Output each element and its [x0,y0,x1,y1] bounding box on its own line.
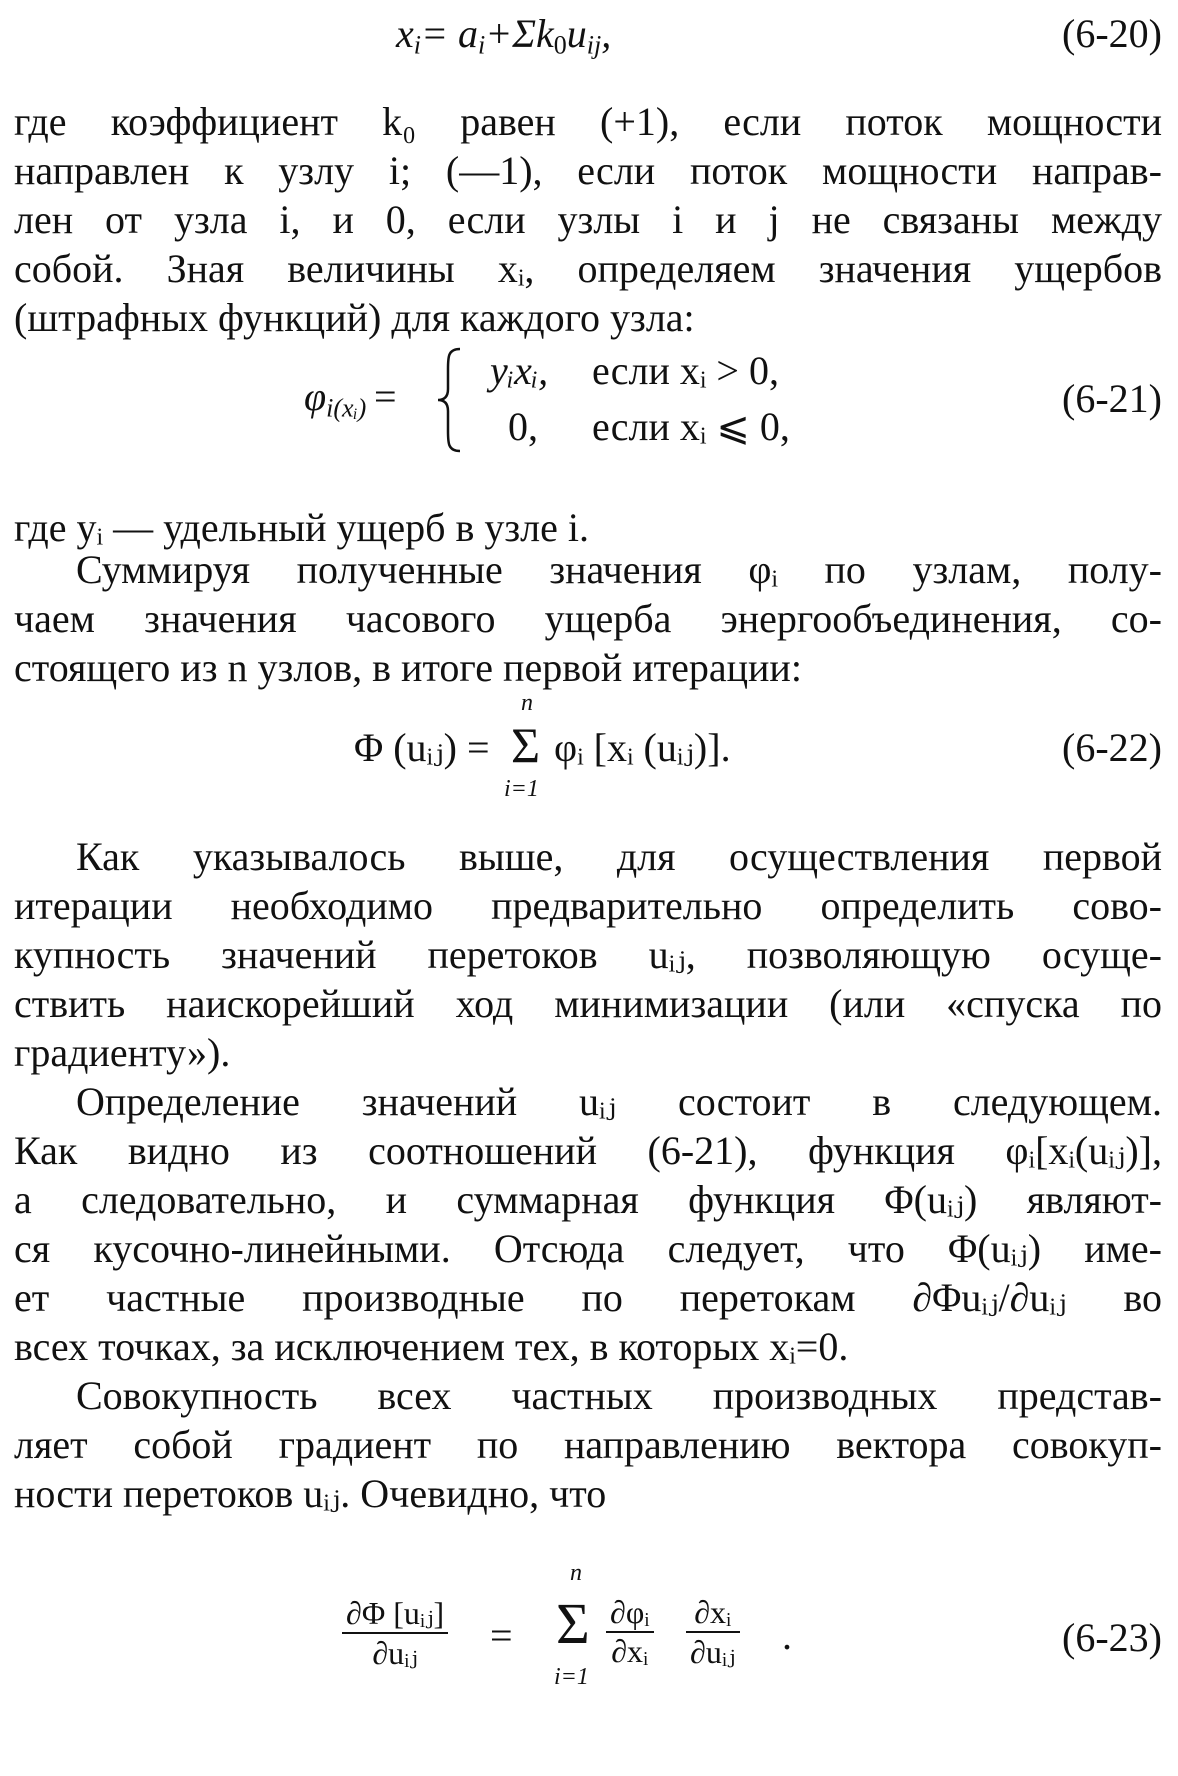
text-line: всех точках, за исключением тех, в которых xᵢ=0. [14,1324,849,1369]
paragraph-3 [14,545,1162,692]
text-line: где yᵢ — удельный ущерб в узле i. [14,505,589,550]
sum-lower-limit: i=1 [504,776,539,802]
text-line: где коэффициент k₀ равен (+1), если поток мощности [14,99,1162,144]
text-line: а следовательно, и суммарная функция Φ(uᵢⱼ) являют- [14,1177,1162,1222]
text-line: ет частные производные по перетокам ∂Φuᵢⱼ/∂uᵢⱼ во [14,1275,1162,1320]
text-line: ствить наискорейший ход минимизации (или «спуска по [14,981,1162,1026]
text-line: ляет собой градиент по направлению вектора совокуп- [14,1422,1162,1467]
text-line: Суммируя полученные значения φᵢ по узлам, полу- [76,547,1162,592]
paragraph-4 [14,832,1162,1077]
text-line: (штрафных функций) для каждого узла: [14,295,695,340]
text-line: ся кусочно-линейными. Отсюда следует, что Φ(uᵢⱼ) име- [14,1226,1162,1271]
text-line: купность значений перетоков uᵢⱼ, позволяющую осуще- [14,932,1162,977]
fraction: ∂xᵢ ∂uᵢⱼ [686,1594,740,1671]
paragraph-6 [14,1371,1162,1518]
text-line: итерации необходимо предварительно определить сово- [14,883,1162,928]
equation-number: (6-23) [1062,1615,1162,1660]
text-line: собой. Зная величины xᵢ, определяем значения ущербов [14,246,1162,291]
text-line: Совокупность всех частных производных представ- [76,1373,1162,1418]
document-page [14,0,1162,1776]
text-line: Как указывалось выше, для осуществления первой [76,834,1162,879]
text-line: градиенту»). [14,1030,231,1075]
equation-6-23: ∂Φ [uᵢⱼ] ∂uᵢⱼ = n Σ i=1 $\frac{\text{∂φᵢ}}{\text{∂xᵢ}}$ ∂xᵢ ∂uᵢⱼ . (6-23) [14,1560,1162,1770]
curly-brace-icon [434,345,464,455]
equation-6-21: $\varphi_{i(xᵢ)}$ = yᵢxᵢ, если xᵢ > 0, 0, если xᵢ ⩽ 0, (6-21) [14,345,1162,455]
text-line: чаем значения часового ущерба энергообъединения, со- [14,596,1162,641]
sum-icon: Σ [556,1591,590,1656]
sum-lower-limit: i=1 [554,1664,589,1690]
sum-upper-limit: n [570,1560,582,1586]
text-line: ности перетоков uᵢⱼ. Очевидно, что [14,1471,607,1516]
equation-number: (6-21) [1062,376,1162,421]
equation-6-22: Φ (uᵢⱼ) = n Σ i=1 φᵢ [xᵢ (uᵢⱼ)]. (6-22) [354,690,1162,802]
equation-6-20: $x_i= a_i+\Sigma k_0u_{ij}$, (6-20) [396,11,1162,60]
equation-number: (6-20) [1062,11,1162,56]
equation-number: (6-22) [1062,725,1162,770]
sum-icon: Σ [511,717,541,773]
fraction: ∂Φ [uᵢⱼ] ∂uᵢⱼ [342,1594,448,1672]
text-line: лен от узла i, и 0, если узлы i и j не связаны между [14,197,1162,242]
text-line: Определение значений uᵢⱼ состоит в следующем. [76,1079,1162,1124]
text-line: Как видно из соотношений (6-21), функция φᵢ[xᵢ(uᵢⱼ)], [14,1128,1162,1173]
text-line: направлен к узлу i; (—1), если поток мощности направ- [14,148,1162,193]
paragraph-5 [14,1077,1162,1371]
paragraph-1 [14,97,1162,342]
fraction: $\frac{\text{∂φᵢ}}{\text{∂xᵢ}}$ [606,1594,654,1670]
text-line: стоящего из n узлов, в итоге первой итерации: [14,645,802,690]
sum-upper-limit: n [521,690,533,716]
